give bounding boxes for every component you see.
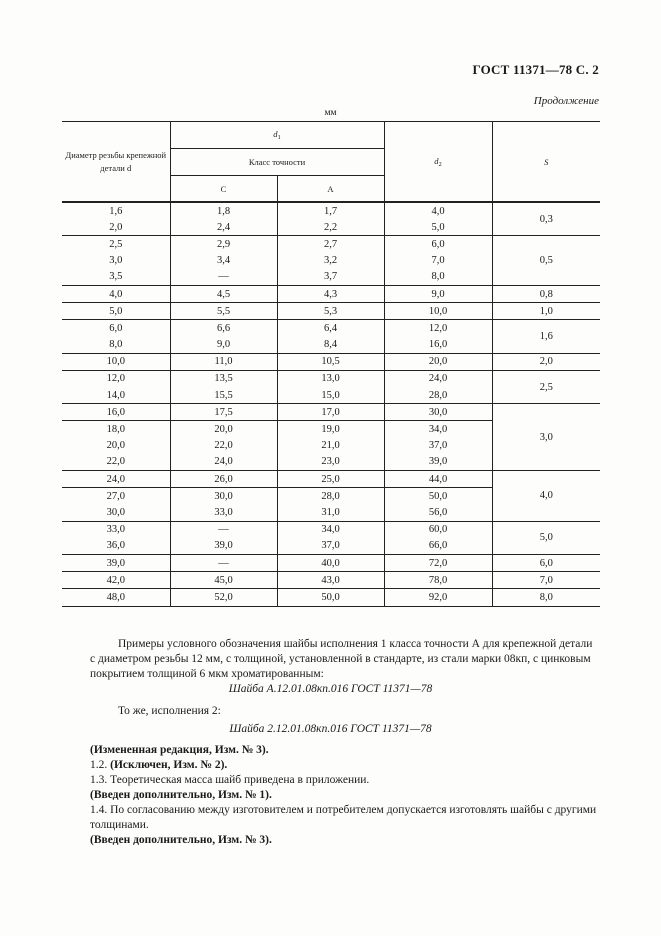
introduced-1: (Введен дополнительно, Изм. № 1). bbox=[90, 789, 272, 801]
cell-s: 0,8 bbox=[492, 285, 600, 302]
cell-d1-a: 2,2 bbox=[277, 219, 384, 236]
cell-s: 1,0 bbox=[492, 303, 600, 320]
header-d1-symbol: d bbox=[273, 129, 278, 139]
cell-d1-c: 11,0 bbox=[170, 353, 277, 370]
cell-d1-a: 19,0 bbox=[277, 421, 384, 438]
header-d1 bbox=[170, 122, 384, 149]
cell-d1-a: 13,0 bbox=[277, 370, 384, 387]
header-s-symbol: S bbox=[544, 156, 549, 167]
cell-thread-d: 8,0 bbox=[62, 337, 170, 354]
cell-d2: 92,0 bbox=[384, 589, 492, 606]
table-row bbox=[62, 589, 600, 606]
cell-d2: 7,0 bbox=[384, 253, 492, 269]
cell-d2: 12,0 bbox=[384, 320, 492, 337]
table-row bbox=[62, 285, 600, 302]
item-1-4 bbox=[90, 803, 600, 833]
cell-d1-c: 13,5 bbox=[170, 370, 277, 387]
same-exec2-text: То же, исполнения 2: bbox=[118, 705, 221, 717]
cell-d2: 9,0 bbox=[384, 285, 492, 302]
cell-d1-a: 28,0 bbox=[277, 488, 384, 505]
cell-thread-d: 33,0 bbox=[62, 521, 170, 538]
item-1-2-text bbox=[90, 759, 227, 771]
cell-thread-d: 24,0 bbox=[62, 471, 170, 488]
cell-thread-d: 22,0 bbox=[62, 454, 170, 471]
cell-d2: 10,0 bbox=[384, 303, 492, 320]
cell-s: 0,5 bbox=[492, 236, 600, 286]
cell-d1-a: 3,7 bbox=[277, 269, 384, 286]
cell-s: 0,3 bbox=[492, 202, 600, 236]
header-class-c: С bbox=[170, 176, 277, 203]
cell-thread-d: 10,0 bbox=[62, 353, 170, 370]
continuation-label: Продолжение bbox=[533, 95, 599, 107]
cell-s: 1,6 bbox=[492, 320, 600, 353]
item-1-2 bbox=[90, 758, 600, 773]
cell-d1-a: 40,0 bbox=[277, 554, 384, 571]
cell-d1-c: 30,0 bbox=[170, 488, 277, 505]
cell-d1-c: 39,0 bbox=[170, 538, 277, 555]
same-exec2 bbox=[90, 704, 600, 719]
cell-d1-c: — bbox=[170, 521, 277, 538]
amendments-block bbox=[90, 743, 600, 848]
cell-s: 2,5 bbox=[492, 370, 600, 403]
table-row bbox=[62, 236, 600, 253]
cell-d1-a: 23,0 bbox=[277, 454, 384, 471]
cell-d2: 4,0 bbox=[384, 202, 492, 219]
cell-d1-c: — bbox=[170, 269, 277, 286]
cell-d2: 44,0 bbox=[384, 471, 492, 488]
cell-d2: 28,0 bbox=[384, 387, 492, 404]
units-text: мм bbox=[324, 108, 337, 118]
page-header-title: ГОСТ 11371—78 С. 2 bbox=[472, 62, 599, 77]
cell-thread-d: 1,6 bbox=[62, 202, 170, 219]
cell-d2: 66,0 bbox=[384, 538, 492, 555]
cell-thread-d: 4,0 bbox=[62, 285, 170, 302]
cell-thread-d: 14,0 bbox=[62, 387, 170, 404]
header-accuracy-class: Класс точности bbox=[170, 149, 384, 176]
cell-s: 2,0 bbox=[492, 353, 600, 370]
cell-d2: 60,0 bbox=[384, 521, 492, 538]
cell-d1-c: 24,0 bbox=[170, 454, 277, 471]
cell-d2: 24,0 bbox=[384, 370, 492, 387]
cell-thread-d: 3,5 bbox=[62, 269, 170, 286]
cell-d1-c: 3,4 bbox=[170, 253, 277, 269]
example-body: шайбы исполнения 1 класса точности А для крепежной детали с диаметром резьбы 12 мм, с толщиной, установленной в стандарте, из стали марки 08кп, с цинковым покрытием толщиной 6 мкм хроматированным: bbox=[90, 638, 593, 680]
units-label bbox=[0, 108, 661, 118]
cell-s: 8,0 bbox=[492, 589, 600, 606]
table-row bbox=[62, 202, 600, 219]
cell-d1-c: 52,0 bbox=[170, 589, 277, 606]
header-thread-diameter-text: Диаметр резьбы крепежной детали d bbox=[65, 149, 167, 173]
introduced-3: (Введен дополнительно, Изм. № 3). bbox=[90, 834, 272, 846]
cell-d1-c: 33,0 bbox=[170, 504, 277, 521]
cell-d1-a: 8,4 bbox=[277, 337, 384, 354]
cell-d1-a: 1,7 bbox=[277, 202, 384, 219]
cell-d1-a: 21,0 bbox=[277, 438, 384, 454]
cell-d1-c: 9,0 bbox=[170, 337, 277, 354]
designation-1: Шайба А.12.01.08кп.016 ГОСТ 11371—78 bbox=[228, 683, 433, 695]
cell-d2: 72,0 bbox=[384, 554, 492, 571]
cell-thread-d: 2,5 bbox=[62, 236, 170, 253]
header-d2-sub: 2 bbox=[438, 160, 442, 168]
cell-thread-d: 5,0 bbox=[62, 303, 170, 320]
table-row bbox=[62, 353, 600, 370]
edit-note: (Измененная редакция, Изм. № 3). bbox=[90, 744, 269, 756]
header-thread-diameter bbox=[62, 122, 170, 203]
cell-d2: 6,0 bbox=[384, 236, 492, 253]
table-row bbox=[62, 404, 600, 421]
cell-d1-c: 4,5 bbox=[170, 285, 277, 302]
dimensions-table bbox=[62, 121, 600, 607]
cell-d2: 20,0 bbox=[384, 353, 492, 370]
cell-d1-a: 50,0 bbox=[277, 589, 384, 606]
cell-s: 6,0 bbox=[492, 554, 600, 571]
cell-thread-d: 2,0 bbox=[62, 219, 170, 236]
cell-d1-c: 2,4 bbox=[170, 219, 277, 236]
designation-2: Шайба 2.12.01.08кп.016 ГОСТ 11371—78 bbox=[229, 723, 432, 735]
cell-d1-a: 34,0 bbox=[277, 521, 384, 538]
example-paragraph bbox=[90, 637, 600, 682]
cell-thread-d: 3,0 bbox=[62, 253, 170, 269]
cell-d1-a: 37,0 bbox=[277, 538, 384, 555]
item-1-2-number: 1.2. bbox=[90, 759, 111, 771]
cell-s: 5,0 bbox=[492, 521, 600, 554]
cell-d1-a: 17,0 bbox=[277, 404, 384, 421]
cell-thread-d: 30,0 bbox=[62, 504, 170, 521]
table-body bbox=[62, 202, 600, 606]
cell-d1-a: 4,3 bbox=[277, 285, 384, 302]
item-1-4-text: 1.4. По согласованию между изготовителем и потребителем допускается изготовлять шайбы с другими толщинами. bbox=[90, 804, 597, 831]
cell-d2: 78,0 bbox=[384, 572, 492, 589]
cell-d2: 56,0 bbox=[384, 504, 492, 521]
cell-thread-d: 27,0 bbox=[62, 488, 170, 505]
cell-d1-c: 15,5 bbox=[170, 387, 277, 404]
item-1-3: 1.3. Теоретическая масса шайб приведена в приложении. bbox=[90, 774, 370, 786]
cell-thread-d: 20,0 bbox=[62, 438, 170, 454]
cell-d1-a: 3,2 bbox=[277, 253, 384, 269]
table-row bbox=[62, 521, 600, 538]
cell-thread-d: 18,0 bbox=[62, 421, 170, 438]
cell-d1-c: 1,8 bbox=[170, 202, 277, 219]
cell-d2: 5,0 bbox=[384, 219, 492, 236]
cell-d1-c: 2,9 bbox=[170, 236, 277, 253]
cell-thread-d: 42,0 bbox=[62, 572, 170, 589]
header-d2-symbol: d bbox=[434, 155, 439, 166]
cell-d2: 39,0 bbox=[384, 454, 492, 471]
table-row bbox=[62, 554, 600, 571]
table-row bbox=[62, 303, 600, 320]
cell-d1-a: 15,0 bbox=[277, 387, 384, 404]
cell-thread-d: 12,0 bbox=[62, 370, 170, 387]
header-d2 bbox=[384, 122, 492, 203]
cell-thread-d: 39,0 bbox=[62, 554, 170, 571]
cell-d2: 37,0 bbox=[384, 438, 492, 454]
cell-d1-c: 5,5 bbox=[170, 303, 277, 320]
cell-thread-d: 6,0 bbox=[62, 320, 170, 337]
cell-d1-a: 2,7 bbox=[277, 236, 384, 253]
cell-d1-c: 17,5 bbox=[170, 404, 277, 421]
cell-d1-a: 31,0 bbox=[277, 504, 384, 521]
cell-d1-c: 22,0 bbox=[170, 438, 277, 454]
header-s bbox=[492, 122, 600, 203]
cell-d1-c: 45,0 bbox=[170, 572, 277, 589]
cell-d1-a: 25,0 bbox=[277, 471, 384, 488]
cell-d1-a: 10,5 bbox=[277, 353, 384, 370]
cell-d1-c: — bbox=[170, 554, 277, 571]
cell-d1-a: 6,4 bbox=[277, 320, 384, 337]
cell-d1-a: 43,0 bbox=[277, 572, 384, 589]
cell-d2: 50,0 bbox=[384, 488, 492, 505]
cell-thread-d: 36,0 bbox=[62, 538, 170, 555]
header-d1-sub: 1 bbox=[277, 134, 281, 141]
cell-d2: 16,0 bbox=[384, 337, 492, 354]
item-1-2-note: (Исключен, Изм. № 2). bbox=[110, 759, 228, 771]
example-lead: Примеры условного обозначения bbox=[118, 638, 281, 650]
cell-d2: 30,0 bbox=[384, 404, 492, 421]
cell-d1-c: 26,0 bbox=[170, 471, 277, 488]
cell-d1-c: 20,0 bbox=[170, 421, 277, 438]
cell-d1-a: 5,3 bbox=[277, 303, 384, 320]
table-row bbox=[62, 471, 600, 488]
cell-thread-d: 16,0 bbox=[62, 404, 170, 421]
table-row bbox=[62, 320, 600, 337]
table-row bbox=[62, 572, 600, 589]
cell-d1-c: 6,6 bbox=[170, 320, 277, 337]
header-class-a: А bbox=[277, 176, 384, 203]
cell-s: 3,0 bbox=[492, 404, 600, 471]
cell-thread-d: 48,0 bbox=[62, 589, 170, 606]
cell-d2: 34,0 bbox=[384, 421, 492, 438]
cell-s: 4,0 bbox=[492, 471, 600, 522]
table-row bbox=[62, 370, 600, 387]
cell-s: 7,0 bbox=[492, 572, 600, 589]
cell-d2: 8,0 bbox=[384, 269, 492, 286]
